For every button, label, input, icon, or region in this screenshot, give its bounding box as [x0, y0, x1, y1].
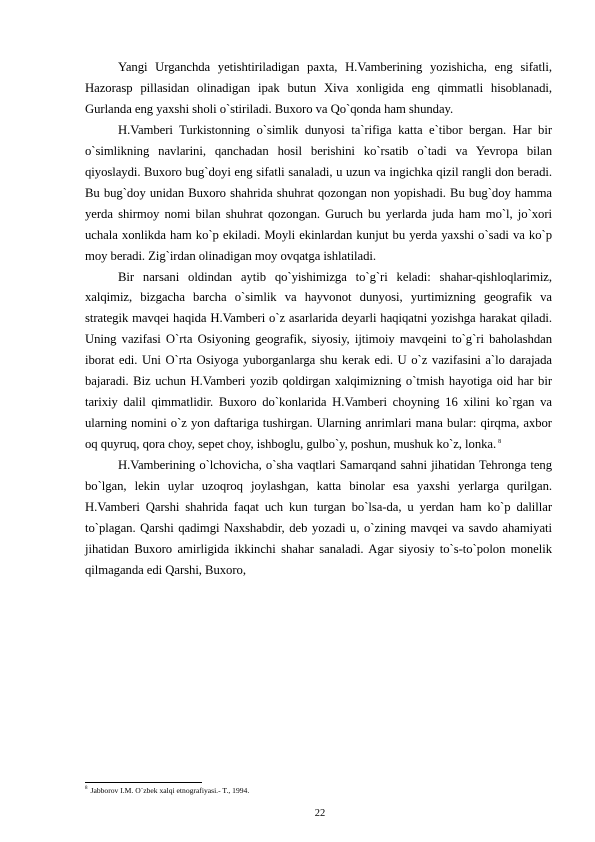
paragraph-3	[85, 267, 552, 456]
paragraph-2: H.Vamberi Turkistonning o`simlik dunyosi ta`rifiga katta e`tibor bergan. Har bir o`simlikning navlarini, qanchadan hosil berishini ko`rsatib o`tadi va Yevropa bilan qiyoslaydi. Buxoro bug`doyi eng sifatli sanaladi, u uzun va ingichka qizil rangli don beradi. Bu bug`doy unidan Buxoro shahrida shuhrat qozongan non yopishadi. Bu bug`doy hamma yerda shirmoy nomi bilan shuhrat qozongan. Guruch bu yerlarda juda ham mo`l, jo`xori uchala xonlikda ham ko`p ekiladi. Moyli ekinlardan kunjut bu yerda yaxshi o`sadi va ko`p moy beradi. Zig`irdan olinadigan moy ovqatga ishlatiladi.	[85, 122, 552, 263]
paragraph-3-text: Bir narsani oldindan aytib qo`yishimizga to`g`ri keladi: shahar-qishloqlarimiz, xalqimiz, bizgacha barcha o`simlik va hayvonot dunyosi, yurtimizning geografik va strategik mavqei haqida H.Vamberi o`z asarlarida deyarli haqiqatni yozishga harakat qiladi. Uning vazifasi O`rta Osiyoning geografik, siyosiy, ijtimoiy mavqeini to`g`ri baholashdan iborat edi. Uni O`rta Osiyoga yuborganlarga shu kerak edi. U o`z vazifasini a`lo darajada bajaradi. Biz uchun H.Vamberi yozib qoldirgan xalqimizning o`tmish hayotiga oid har bir tarixiy dalil qimmatlidir. Buxoro do`konlarida H.Vamberi choyning 16 xilini ko`rgan va ularning nomini o`z yon daftariga tushirgan. Ularning anrimlari mana bular: qirqma, axbor oq quyruq, qora choy, sepet choy, ishboglu, gulbo`y, poshun, mushuk ko`z, lonka.	[85, 269, 552, 452]
footnote-reference[interactable]: 8	[498, 438, 502, 445]
paragraph-4: H.Vamberining o`lchovicha, o`sha vaqtlari Samarqand sahni jihatidan Tehronga teng bo`lgan, lekin uylar uzoqroq joylashgan, katta binolar esa yaxshi yerlarga qurilgan. H.Vamberi Qarshi shahrida faqat uch kun turgan bo`lsa-da, u yerdan ham ko`p dalillar to`plagan. Qarshi qadimgi Naxshabdir, deb yozadi u, o`zining mavqei va savdo ahamiyati jihatidan Buxoro amirligida ikkinchi shahar sanaladi. Agar siyosiy to`s-to`polon monelik qilmaganda edi Qarshi, Buxoro,	[85, 458, 552, 577]
body-text	[85, 57, 552, 581]
footnote-text: Jabborov I.M. O`zbek xalqi etnografiyasi.- T., 1994.	[90, 786, 250, 795]
footnote-separator	[85, 782, 202, 783]
footnote-mark: 8	[85, 786, 88, 792]
footnote	[85, 786, 552, 796]
paragraph-1: Yangi Urganchda yetishtiriladigan paxta, H.Vamberining yozishicha, eng sifatli, Hazorasp pillasidan olinadigan ipak butun Xiva xonligida eng qimmatli hisoblanadi, Gurlanda eng yaxshi sholi o`stiriladi. Buxoro va Qo`qonda ham shunday.	[85, 60, 552, 116]
page-number: 22	[314, 808, 326, 819]
